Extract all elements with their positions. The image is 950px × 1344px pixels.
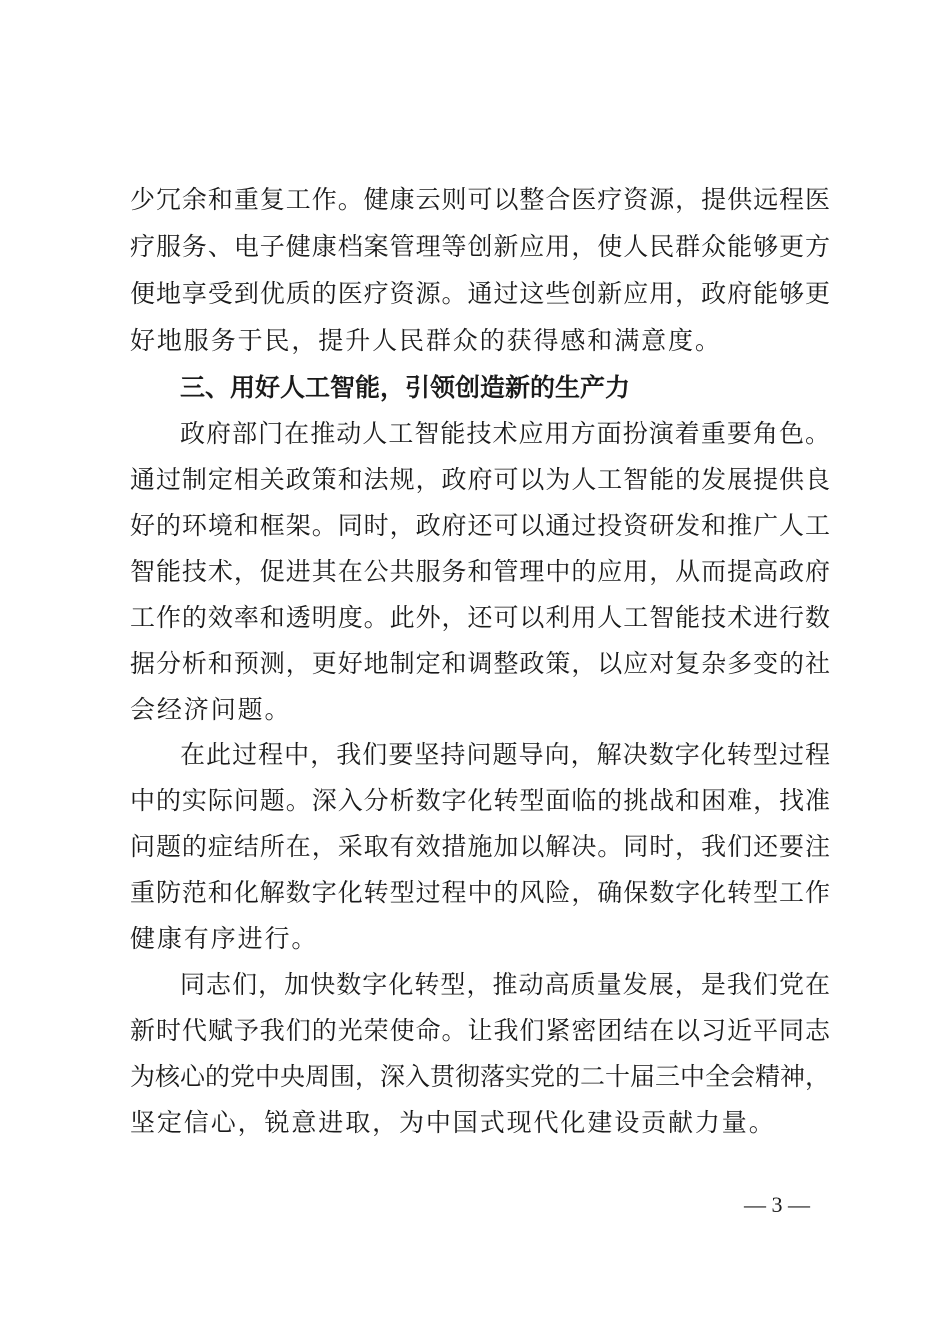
- text-line: 坚定信心，锐意进取，为中国式现代化建设贡献力量。: [130, 1108, 776, 1137]
- text-line: 政府部门在推动人工智能技术应用方面扮演着重要角色。: [180, 419, 830, 448]
- text-line: 在此过程中，我们要坚持问题导向，解决数字化转型过程: [180, 740, 830, 769]
- text-line: 智能技术，促进其在公共服务和管理中的应用，从而提高政府: [130, 557, 830, 586]
- page-number: — 3 —: [744, 1192, 810, 1217]
- section-heading: 三、用好人工智能，引领创造新的生产力: [180, 373, 631, 402]
- text-line: 会经济问题。: [130, 695, 292, 724]
- text-line: 工作的效率和透明度。此外，还可以利用人工智能技术进行数: [130, 603, 830, 632]
- text-line: 便地享受到优质的医疗资源。通过这些创新应用，政府能够更: [130, 279, 830, 308]
- text-line: 为核心的党中央周围，深入贯彻落实党的二十届三中全会精神，: [130, 1062, 830, 1091]
- text-line: 少冗余和重复工作。健康云则可以整合医疗资源，提供远程医: [130, 185, 830, 214]
- text-line: 疗服务、电子健康档案管理等创新应用，使人民群众能够更方: [130, 232, 830, 261]
- text-line: 据分析和预测，更好地制定和调整政策，以应对复杂多变的社: [130, 649, 830, 678]
- text-line: 同志们，加快数字化转型，推动高质量发展，是我们党在: [180, 970, 830, 999]
- text-line: 通过制定相关政策和法规，政府可以为人工智能的发展提供良: [130, 465, 830, 494]
- text-line: 健康有序进行。: [130, 924, 319, 953]
- text-line: 问题的症结所在，采取有效措施加以解决。同时，我们还要注: [130, 832, 830, 861]
- text-line: 重防范和化解数字化转型过程中的风险，确保数字化转型工作: [130, 878, 830, 907]
- text-line: 好地服务于民，提升人民群众的获得感和满意度。: [130, 326, 722, 355]
- text-line: 新时代赋予我们的光荣使命。让我们紧密团结在以习近平同志: [130, 1016, 830, 1045]
- text-line: 好的环境和框架。同时，政府还可以通过投资研发和推广人工: [130, 511, 830, 540]
- text-line: 中的实际问题。深入分析数字化转型面临的挑战和困难，找准: [130, 786, 830, 815]
